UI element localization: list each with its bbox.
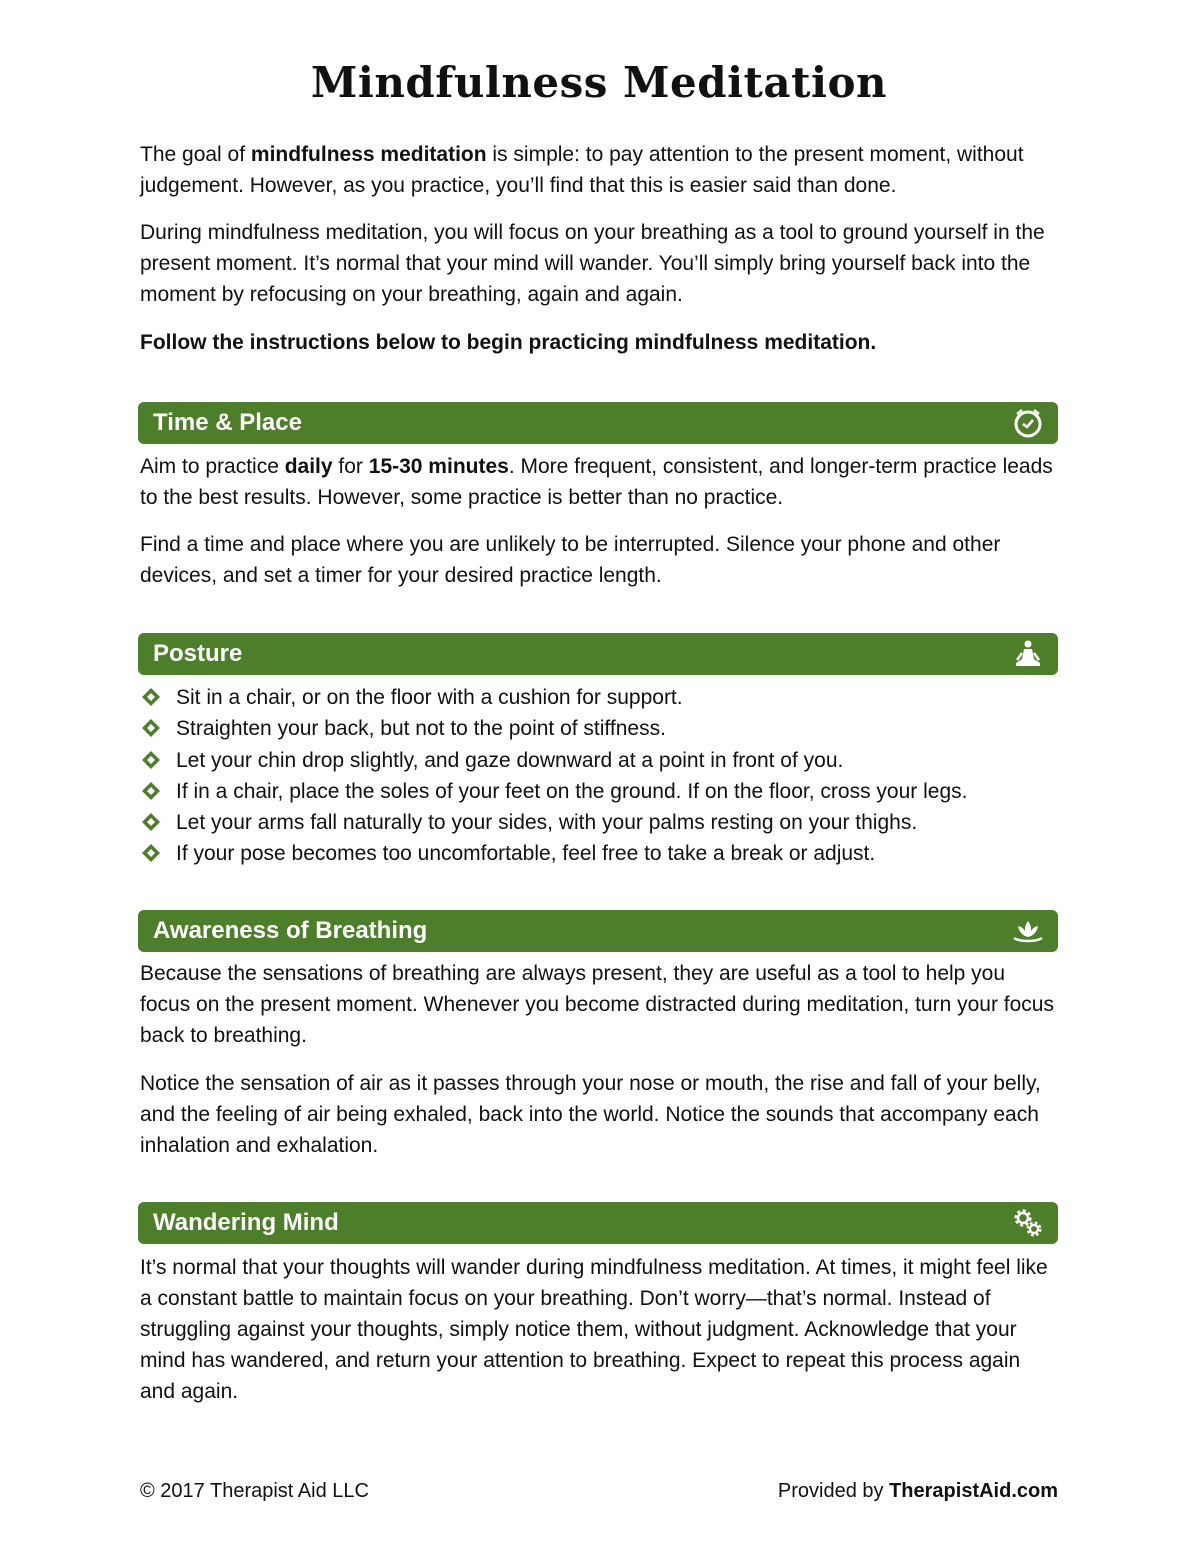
breathing-section (140, 958, 1058, 1161)
section-header-time-place (138, 402, 1058, 444)
footer (140, 1480, 1058, 1503)
breathing-paragraph-2: Notice the sensation of air as it passes through your nose or mouth, the rise and fall of your belly, and the feeling of air being exhaled, back into the world. Notice the sounds that accompany each inhalation and exhalation. (140, 1072, 1041, 1157)
intro-text: is simple: to pay attention to the present moment, without judgement. However, as you practice, you’ll find that this is easier said than done. (140, 143, 1024, 197)
list-item-text: Straighten your back, but not to the point of stiffness. (176, 717, 666, 741)
section-header-posture (138, 633, 1058, 675)
section-title: Awareness of Breathing (153, 917, 428, 944)
section-title: Posture (153, 640, 243, 667)
list-item (140, 838, 1058, 869)
list-item (140, 682, 1058, 713)
text: . More frequent, consistent, and longer-term practice leads to the best results. However, some practice is better than no practice. (140, 455, 1053, 509)
copyright-text: © 2017 Therapist Aid LLC (140, 1480, 369, 1502)
text: for (332, 455, 369, 478)
intro-paragraph-1 (140, 139, 1058, 201)
clock-icon (1012, 407, 1044, 439)
list-item (140, 745, 1058, 776)
gears-icon (1012, 1207, 1044, 1239)
time-place-paragraph-2: Find a time and place where you are unlikely to be interrupted. Silence your phone and other devices, and set a timer for your desired practice length. (140, 533, 1001, 587)
intro-text: The goal of (140, 143, 251, 166)
intro-bold-term: mindfulness meditation (250, 143, 487, 166)
list-item (140, 776, 1058, 807)
wandering-paragraph: It’s normal that your thoughts will wander during mindfulness meditation. At times, it might feel like a constant battle to maintain focus on your breathing. Don’t worry—that’s normal. Instead of struggling against your thoughts, simply notice them, without judgment. Acknowledge that your mind has wandered, and return your attention to breathing. Expect to repeat this process again and again. (140, 1256, 1048, 1403)
wandering-section (140, 1252, 1058, 1407)
lotus-icon (1012, 915, 1044, 947)
intro-instruction: Follow the instructions below to begin practicing mindfulness meditation. (140, 331, 877, 354)
posture-section (140, 682, 1058, 870)
diamond-bullet-icon (142, 751, 160, 769)
section-title: Wandering Mind (153, 1209, 339, 1236)
diamond-bullet-icon (142, 813, 160, 831)
bold-text: 15-30 minutes (368, 455, 509, 478)
diamond-bullet-icon (142, 782, 160, 800)
diamond-bullet-icon (142, 688, 160, 706)
list-item (140, 807, 1058, 838)
bold-text: daily (284, 455, 333, 478)
provided-by-label: Provided by (777, 1480, 890, 1502)
list-item-text: Sit in a chair, or on the floor with a cushion for support. (176, 686, 683, 709)
provided-by (778, 1480, 1058, 1503)
section-header-wandering (138, 1202, 1058, 1244)
list-item-text: Let your arms fall naturally to your sides, with your palms resting on your thighs. (176, 811, 918, 835)
list-item-text: If in a chair, place the soles of your feet on the ground. If on the floor, cross your legs. (176, 779, 968, 803)
section-header-breathing (138, 910, 1058, 952)
text: Aim to practice (140, 455, 285, 478)
diamond-bullet-icon (142, 719, 160, 737)
diamond-bullet-icon (142, 844, 160, 862)
page-title: Mindfulness Meditation (310, 58, 888, 107)
site-name: TherapistAid.com (889, 1480, 1058, 1502)
time-place-paragraph-1 (140, 451, 1058, 513)
posture-list (140, 682, 1058, 870)
breathing-paragraph-1: Because the sensations of breathing are always present, they are useful as a tool to help you focus on the present moment. Whenever you become distracted during meditation, turn your focus back to breathing. (140, 962, 1054, 1047)
time-place-section (140, 451, 1058, 591)
list-item-text: Let your chin drop slightly, and gaze downward at a point in front of you. (176, 748, 844, 772)
intro-section (140, 139, 1058, 358)
list-item (140, 713, 1058, 744)
section-title: Time & Place (153, 409, 302, 436)
list-item-text: If your pose becomes too uncomfortable, feel free to take a break or adjust. (176, 842, 876, 866)
meditating-person-icon (1012, 638, 1044, 670)
intro-paragraph-2: During mindfulness meditation, you will focus on your breathing as a tool to ground yourself in the present moment. It’s normal that your mind will wander. You’ll simply bring yourself back into the moment by refocusing on your breathing, again and again. (140, 221, 1045, 306)
